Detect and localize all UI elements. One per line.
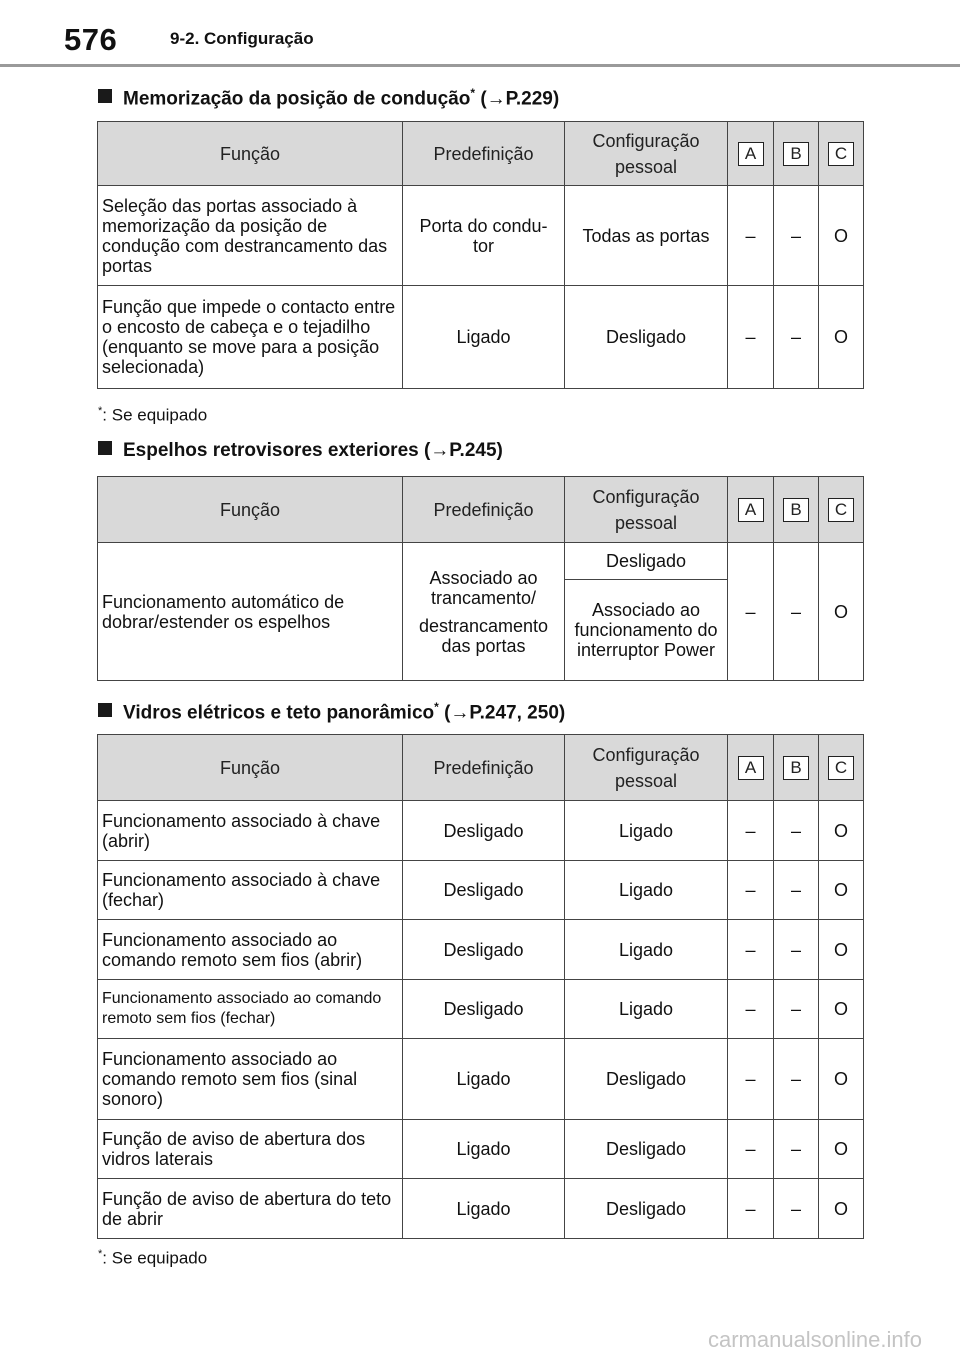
table-row: Funcionamento associado à chave (fechar) Desligado Ligado – – O — [98, 861, 864, 920]
section-title-driving-position: Memorização da posição de condução* (→P.229) — [98, 86, 559, 110]
page-header — [0, 0, 960, 66]
column-header-b — [774, 477, 819, 543]
table-row: Funcionamento automático de dobrar/estender os espelhos Associado ao trancamento/ destrancamento das portas Desligado Associado ao funcionamento do interruptor Power – – O — [98, 543, 864, 681]
table-header-row — [98, 122, 864, 186]
column-header-predefinicao: Predefinição — [403, 122, 565, 186]
footnote: *: Se equipado — [98, 1248, 208, 1268]
page-reference: (→P.247, 250) — [444, 702, 566, 724]
column-header-funcao: Função — [98, 477, 403, 543]
table-header-row — [98, 735, 864, 801]
key-b-icon: B — [783, 756, 809, 780]
header-divider — [0, 64, 960, 67]
section-title-windows-roof: Vidros elétricos e teto panorâmico* (→P.247, 250) — [98, 700, 565, 724]
table-row: Funcionamento associado ao comando remoto sem fios (fechar) Desligado Ligado – – O — [98, 980, 864, 1039]
column-header-a — [728, 477, 774, 543]
table-row: Função de aviso de abertura dos vidros laterais Ligado Desligado – – O — [98, 1120, 864, 1179]
table-driving-position — [97, 121, 864, 389]
key-b-icon: B — [783, 142, 809, 166]
table-header-row — [98, 477, 864, 543]
page-reference: (→P.229) — [480, 88, 560, 110]
column-header-config: Configuração pessoal — [565, 735, 728, 801]
table-row: Funcionamento associado ao comando remoto sem fios (sinal sonoro) Ligado Desligado – – O — [98, 1039, 864, 1120]
key-a-icon: A — [738, 142, 764, 166]
key-c-icon: C — [828, 142, 854, 166]
section-title-mirrors: Espelhos retrovisores exteriores (→P.245) — [98, 440, 503, 462]
watermark: carmanualsonline.info — [707, 1327, 922, 1352]
column-header-funcao: Função — [98, 735, 403, 801]
table-row: Função de aviso de abertura do teto de abrir Ligado Desligado – – O — [98, 1179, 864, 1239]
chapter-title: 9-2. Configuração — [170, 29, 314, 48]
table-row: Funcionamento associado à chave (abrir) Desligado Ligado – – O — [98, 801, 864, 861]
key-c-icon: C — [828, 756, 854, 780]
table-windows-roof — [97, 734, 864, 1239]
column-header-c — [819, 122, 864, 186]
column-header-predefinicao: Predefinição — [403, 735, 565, 801]
table-row: Seleção das portas associado à memorização da posição de condução com destrancamento das portas Porta do condu- tor Todas as portas – – O — [98, 186, 864, 286]
column-header-config: Configuração pessoal — [565, 122, 728, 186]
column-header-b — [774, 735, 819, 801]
page-reference: (→P.245) — [423, 440, 503, 461]
key-b-icon: B — [783, 498, 809, 522]
column-header-a — [728, 735, 774, 801]
footnote: *: Se equipado — [98, 405, 208, 425]
square-bullet-icon — [98, 703, 112, 717]
column-header-a — [728, 122, 774, 186]
column-header-predefinicao: Predefinição — [403, 477, 565, 543]
square-bullet-icon — [98, 89, 112, 103]
table-row: Função que impede o contacto entre o encosto de cabeça e o tejadilho (enquanto se move para a posição selecionada) Ligado Desligado – – O — [98, 286, 864, 389]
column-header-funcao: Função — [98, 122, 403, 186]
table-row: Funcionamento associado ao comando remoto sem fios (abrir) Desligado Ligado – – O — [98, 920, 864, 980]
key-a-icon: A — [738, 498, 764, 522]
column-header-c — [819, 735, 864, 801]
column-header-c — [819, 477, 864, 543]
page-number: 576 — [64, 22, 118, 57]
table-mirrors — [97, 476, 864, 681]
column-header-b — [774, 122, 819, 186]
square-bullet-icon — [98, 441, 112, 455]
column-header-config: Configuração pessoal — [565, 477, 728, 543]
key-c-icon: C — [828, 498, 854, 522]
key-a-icon: A — [738, 756, 764, 780]
